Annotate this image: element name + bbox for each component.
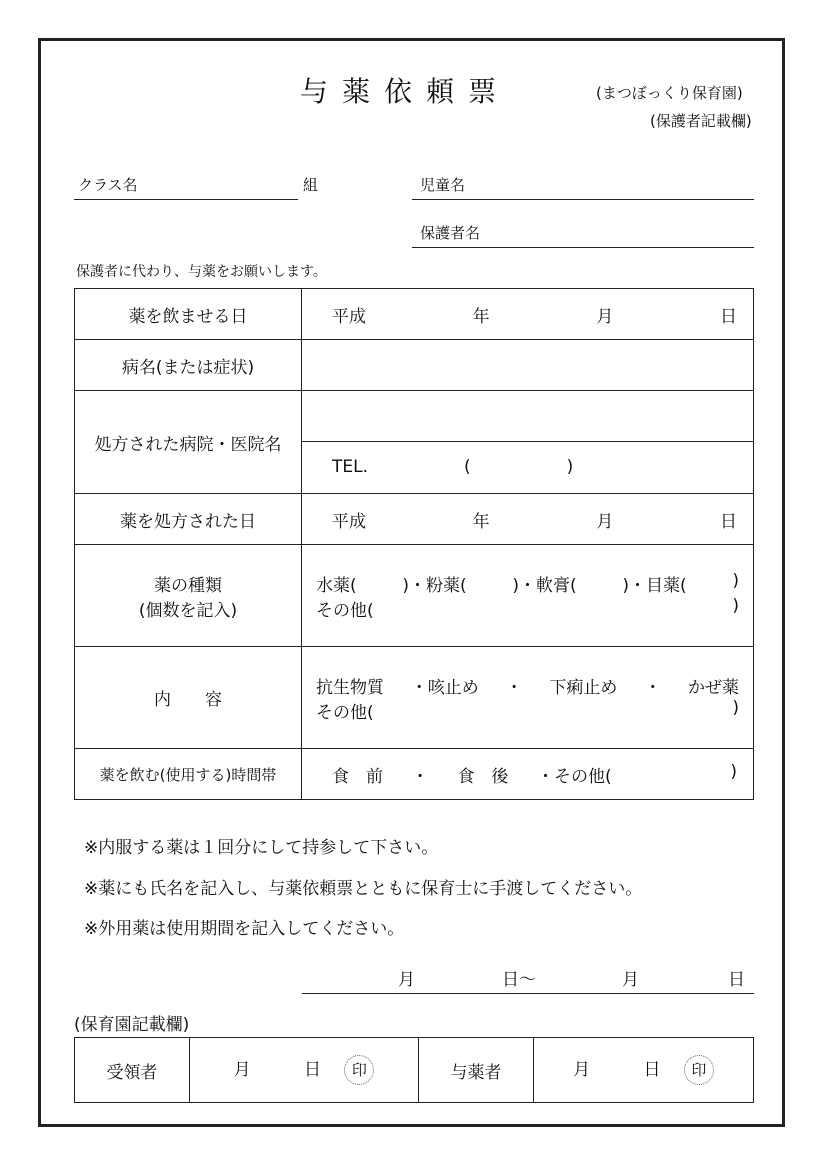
row-label: 薬を飲む(使用する)時間帯: [75, 749, 302, 800]
request-table: [74, 288, 754, 800]
child-name-field[interactable]: [412, 199, 754, 200]
stamp-icon: 印: [344, 1055, 374, 1085]
class-field[interactable]: [74, 199, 298, 200]
row-label: 処方された病院・医院名: [75, 391, 302, 494]
hospital-tel-field[interactable]: TEL. ( ): [302, 441, 753, 492]
table-row: [75, 494, 754, 545]
period-start-month: 月: [398, 970, 415, 990]
table-row: [75, 545, 754, 647]
note-2: ※薬にも氏名を記入し、与薬依頼票とともに保育士に手渡してください。: [84, 879, 643, 899]
medicine-content-field[interactable]: 抗生物質 ・咳止め ・ 下痢止め ・ かぜ薬 その他( ): [302, 647, 754, 749]
note-3: ※外用薬は使用期間を記入してください。: [84, 919, 405, 939]
period-end-month: 月: [622, 970, 639, 990]
nursery-table: [74, 1037, 754, 1103]
giver-label: 与薬者: [419, 1038, 534, 1103]
hospital-name-field[interactable]: [302, 391, 753, 441]
giver-date-field[interactable]: 月 日 印: [534, 1038, 754, 1103]
guardian-name-field[interactable]: [412, 247, 754, 248]
form-title: 与薬依頼票: [300, 75, 511, 108]
guardian-name-label: 保護者名: [420, 224, 481, 242]
child-name-label: 児童名: [420, 176, 466, 194]
row-label: 薬を飲ませる日: [75, 289, 302, 340]
row-label: 薬を処方された日: [75, 494, 302, 545]
table-row: [75, 647, 754, 749]
class-suffix: 組: [303, 176, 319, 194]
guardian-section-label: (保護者記載欄): [650, 112, 752, 130]
receiver-label: 受領者: [75, 1038, 190, 1103]
hospital-cell: [302, 391, 754, 494]
stamp-icon: 印: [684, 1055, 714, 1085]
table-row: [75, 289, 754, 340]
usage-period-field[interactable]: [302, 993, 754, 994]
intro-text: 保護者に代わり、与薬をお願いします。: [76, 264, 327, 280]
row-label: 病名(または症状): [75, 340, 302, 391]
prescription-date-field[interactable]: 平成 年 月 日: [302, 494, 754, 545]
period-end-day: 日: [728, 970, 745, 990]
period-start-day: 日〜: [502, 970, 536, 990]
row-label: 内 容: [75, 647, 302, 749]
class-label: クラス名: [78, 176, 138, 194]
dosing-time-field[interactable]: 食 前 ・ 食 後 ・その他( ): [302, 749, 754, 800]
note-1: ※内服する薬は１回分にして持参して下さい。: [84, 838, 439, 858]
medicine-type-field[interactable]: 水薬( )・粉薬( )・軟膏( )・目薬( ) その他( ): [302, 545, 754, 647]
table-row: [75, 749, 754, 800]
nursery-section-label: (保育園記載欄): [74, 1015, 190, 1035]
row-label: 薬の種類 (個数を記入): [75, 545, 302, 647]
receiver-date-field[interactable]: 月 日 印: [190, 1038, 419, 1103]
table-row: [75, 391, 754, 494]
nursery-name: (まつぼっくり保育園): [596, 84, 743, 102]
table-row: [75, 340, 754, 391]
dose-date-field[interactable]: 平成 年 月 日: [302, 289, 754, 340]
illness-field[interactable]: [302, 340, 754, 391]
